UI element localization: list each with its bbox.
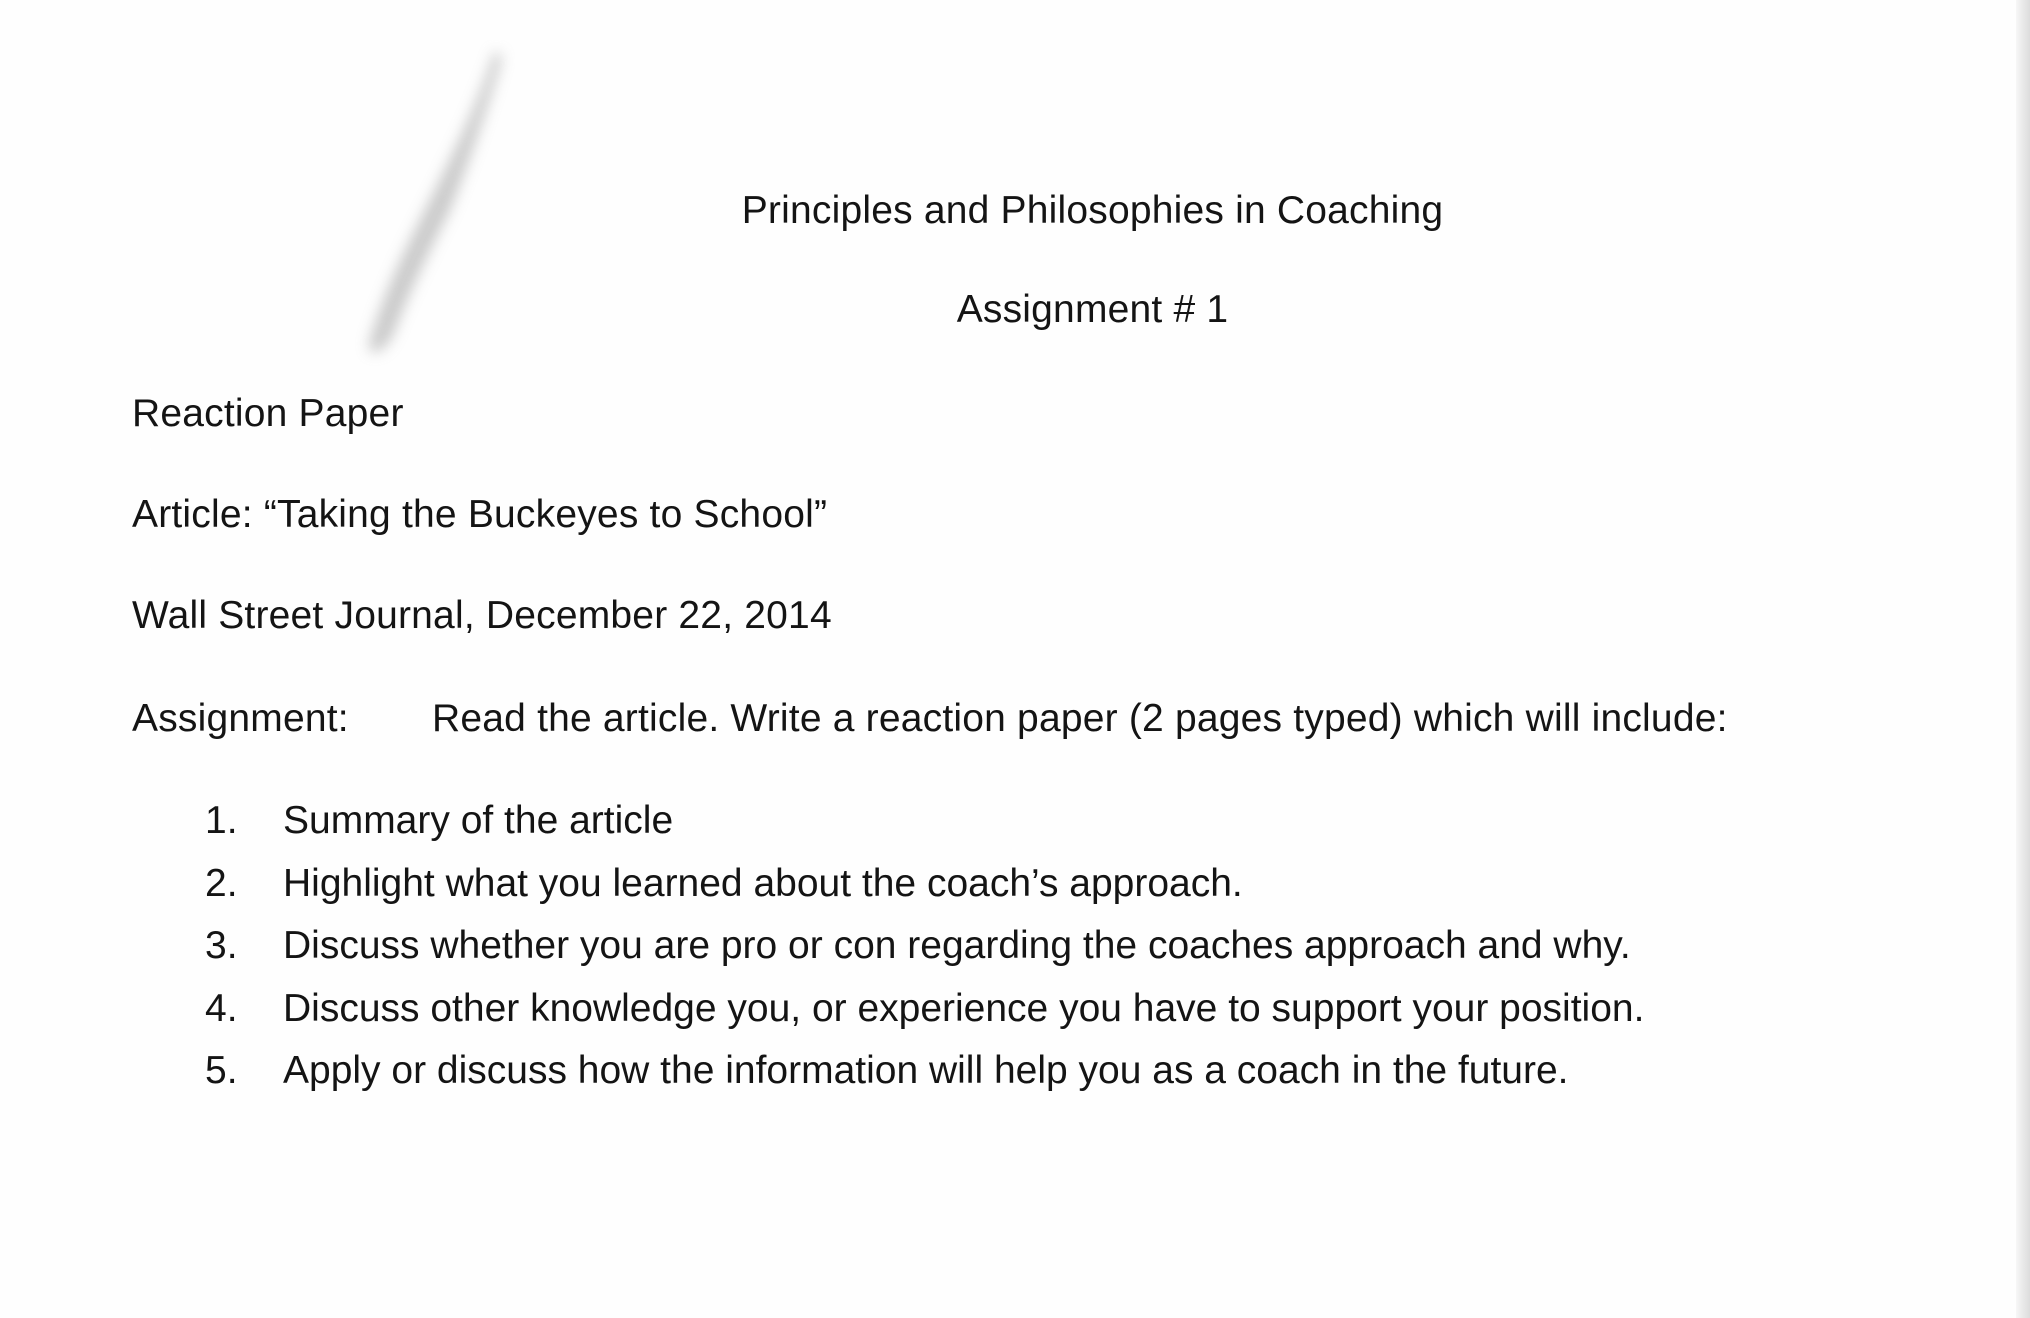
article-title-line: Article: “Taking the Buckeyes to School” bbox=[132, 493, 828, 536]
list-item-number: 2. bbox=[205, 861, 238, 905]
course-title: Principles and Philosophies in Coaching bbox=[741, 189, 1444, 232]
list-item-text: Summary of the article bbox=[283, 799, 674, 842]
assignment-number: Assignment # 1 bbox=[956, 288, 1229, 331]
list-item-number: 4. bbox=[205, 986, 238, 1030]
list-item-text: Apply or discuss how the information will help you as a coach in the future. bbox=[283, 1049, 1569, 1092]
list-item-number: 1. bbox=[205, 799, 238, 842]
task-list bbox=[205, 798, 1644, 1111]
assignment-instructions-line bbox=[132, 696, 1728, 742]
scan-edge bbox=[2016, 0, 2030, 1318]
list-item bbox=[205, 861, 1644, 924]
list-item-text: Discuss other knowledge you, or experience you have to support your position. bbox=[283, 986, 1645, 1030]
source-line: Wall Street Journal, December 22, 2014 bbox=[132, 594, 832, 637]
assignment-instructions: Read the article. Write a reaction paper (2 pages typed) which will include: bbox=[432, 697, 1728, 740]
list-item-number: 3. bbox=[205, 924, 238, 967]
list-item bbox=[205, 986, 1644, 1049]
list-item bbox=[205, 923, 1644, 986]
list-item-number: 5. bbox=[205, 1049, 238, 1092]
list-item bbox=[205, 798, 1644, 861]
list-item-text: Highlight what you learned about the coach’s approach. bbox=[283, 861, 1243, 905]
list-item bbox=[205, 1048, 1644, 1111]
assignment-label: Assignment: bbox=[132, 697, 349, 740]
document-type: Reaction Paper bbox=[132, 392, 404, 435]
list-item-text: Discuss whether you are pro or con regarding the coaches approach and why. bbox=[283, 924, 1631, 967]
